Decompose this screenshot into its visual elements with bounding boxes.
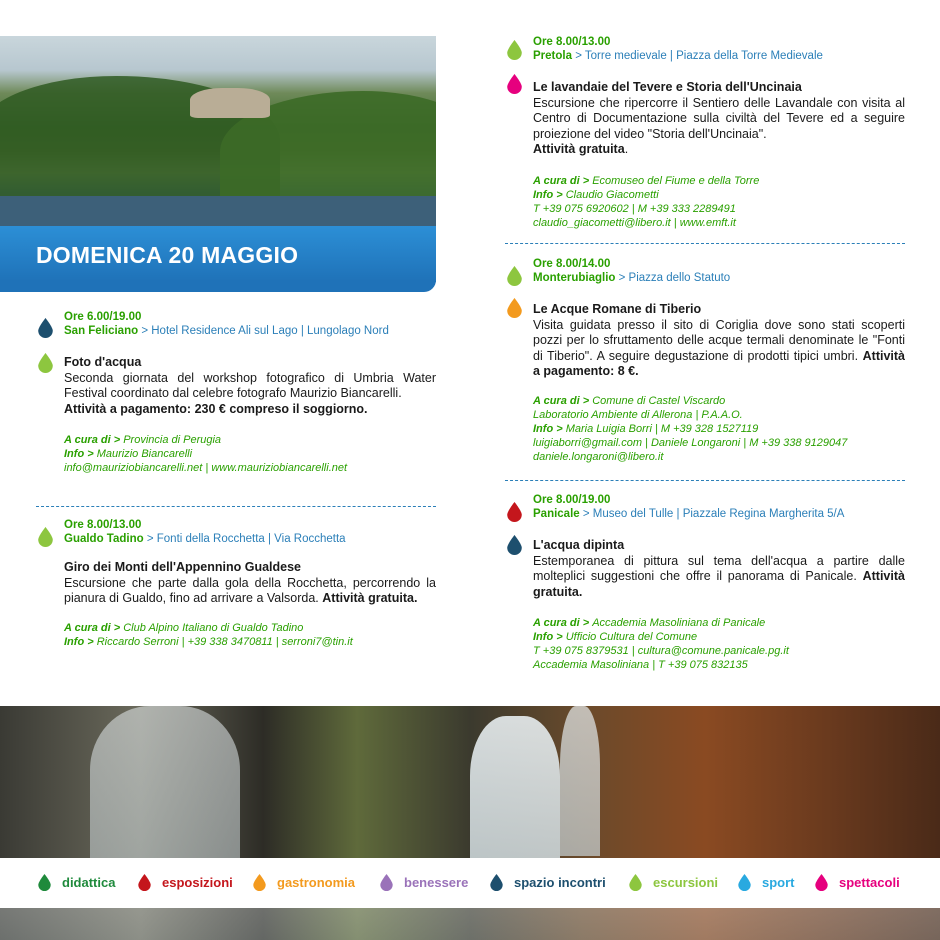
event-time: Ore 8.00/13.00 [533, 36, 611, 48]
event-price: Attività gratuita. [533, 142, 629, 156]
legend-label: didattica [62, 875, 116, 890]
event-organizer: A cura di > Club Alpino Italiano di Gualdo Tadino [64, 621, 304, 634]
event-organizer: A cura di > Provincia di Perugia [64, 434, 222, 446]
event-gualdo-tadino [64, 519, 436, 649]
event-san-feliciano [64, 311, 436, 338]
event-info: Info > Riccardo Serroni | +39 338 3470811 | serroni7@tin.it [64, 635, 353, 648]
event-organizer: A cura di > Ecomuseo del Fiume e della Torre [533, 174, 760, 187]
legend-label: spazio incontri [514, 875, 606, 890]
event-phone-2: Accademia Masoliniana | T +39 075 832135 [533, 659, 748, 671]
spazio-incontri-drop-icon [38, 318, 53, 338]
event-place: Pretola > Torre medievale | Piazza della Torre Medievale [533, 50, 823, 62]
event-title: Foto d'acqua [64, 355, 142, 369]
event-pretola [533, 36, 905, 63]
event-info: Info > Maurizio Biancarelli [64, 448, 193, 460]
landscape-photo [0, 36, 436, 226]
event-place: Panicale > Museo del Tulle | Piazzale Regina Margherita 5/A [533, 508, 845, 520]
event-title: L'acqua dipinta [533, 538, 625, 552]
legend-spettacoli-drop-icon [815, 874, 828, 891]
event-body [64, 355, 436, 475]
event-info: Info > Maria Luigia Borri | M +39 328 1527119 [533, 422, 759, 435]
page-title: DOMENICA 20 MAGGIO [36, 242, 299, 268]
legend-escursioni-drop-icon [629, 874, 642, 891]
escursioni-drop-icon [38, 527, 53, 547]
legend-label: sport [762, 875, 795, 890]
gastronomia-drop-icon [507, 298, 522, 318]
event-time: Ore 8.00/19.00 [533, 494, 611, 506]
event-organizer: A cura di > Accademia Masoliniana di Panicale [533, 617, 766, 629]
event-place: San Feliciano > Hotel Residence Ali sul Lago | Lungolago Nord [64, 325, 389, 337]
spettacoli-drop-icon [507, 74, 522, 94]
event-contact-link[interactable]: claudio_giacometti@libero.it | www.emft.it [533, 216, 736, 229]
event-place: Gualdo Tadino > Fonti della Rocchetta | Via Rocchetta [64, 533, 346, 545]
event-organizer: A cura di > Comune di Castel Viscardo [533, 394, 726, 407]
legend-sport-drop-icon [738, 874, 751, 891]
event-place: Monterubiaglio > Piazza dello Statuto [533, 272, 731, 284]
escursioni-drop-icon [507, 266, 522, 286]
event-description: Escursione che ripercorre il Sentiero delle Lavandale con visita al Centro di Documentazione sulla civiltà del Tevere ed a seguire proiezione del video "Storia dell'Uncinaia". [533, 95, 905, 141]
legend-gastronomia-drop-icon [253, 874, 266, 891]
event-body [533, 302, 905, 464]
event-description: Visita guidata presso il sito di Coriglia dove sono stati scoperti pozzi per lo sfruttamento delle acque termali denominate le "Fonti di Tiberio". A seguire degustazione di prodotti tipici umbri. Attività a pagamento: 8 €. [533, 317, 905, 378]
event-phone: T +39 075 6920602 | M +39 333 2289491 [533, 202, 736, 215]
legend-benessere-drop-icon [380, 874, 393, 891]
legend-label: gastronomia [277, 875, 356, 890]
event-time: Ore 8.00/14.00 [533, 258, 611, 270]
divider [36, 506, 436, 507]
event-panicale [533, 494, 905, 521]
event-time: Ore 8.00/13.00 [64, 519, 142, 531]
event-body [533, 538, 905, 672]
escursioni-drop-icon [38, 353, 53, 373]
legend-label: benessere [404, 875, 469, 890]
event-time: Ore 6.00/19.00 [64, 311, 142, 323]
legend-didattica-drop-icon [38, 874, 51, 891]
event-organizer-2: Laboratorio Ambiente di Allerona | P.A.A.O. [533, 408, 743, 421]
event-monterubiaglio [533, 258, 905, 285]
event-description: Seconda giornata del workshop fotografico di Umbria Water Festival coordinato dal celebre fotografo Maurizio Biancarelli. [64, 370, 436, 400]
legend-label: esposizioni [162, 875, 233, 890]
legend-esposizioni-drop-icon [138, 874, 151, 891]
event-body [533, 80, 905, 230]
legend-label: escursioni [653, 875, 719, 890]
event-contact-link[interactable]: info@mauriziobiancarelli.net | www.mauriziobiancarelli.net [64, 462, 348, 474]
legend-spazio-incontri-drop-icon [490, 874, 503, 891]
event-description: Estemporanea di pittura sul tema dell'acqua a partire dalle molteplici suggestioni che offre il panorama di Panicale. Attività gratuita. [533, 553, 905, 599]
event-price: Attività a pagamento: 230 € compreso il soggiorno. [64, 401, 368, 416]
event-phone[interactable]: T +39 075 8379531 | cultura@comune.panicale.pg.it [533, 645, 789, 657]
divider [505, 243, 905, 244]
event-info: Info > Ufficio Cultura del Comune [533, 631, 698, 643]
event-title: Giro dei Monti dell'Appennino Gualdese [64, 560, 302, 574]
event-title: Le Acque Romane di Tiberio [533, 302, 702, 316]
spazio-incontri-drop-icon [507, 535, 522, 555]
legend-label: spettacoli [839, 875, 900, 890]
escursioni-drop-icon [507, 40, 522, 60]
event-email[interactable]: daniele.longaroni@libero.it [533, 450, 664, 463]
divider [505, 480, 905, 481]
event-description: Escursione che parte dalla gola della Rocchetta, percorrendo la pianura di Gualdo, fino ad arrivare a Valsorda. Attività gratuita. [64, 575, 436, 605]
event-contact-link[interactable]: luigiaborri@gmail.com | Daniele Longaroni | M +39 338 9129047 [533, 436, 848, 449]
esposizioni-drop-icon [507, 502, 522, 522]
event-title: Le lavandaie del Tevere e Storia dell'Uncinaia [533, 80, 802, 94]
event-info: Info > Claudio Giacometti [533, 188, 659, 201]
